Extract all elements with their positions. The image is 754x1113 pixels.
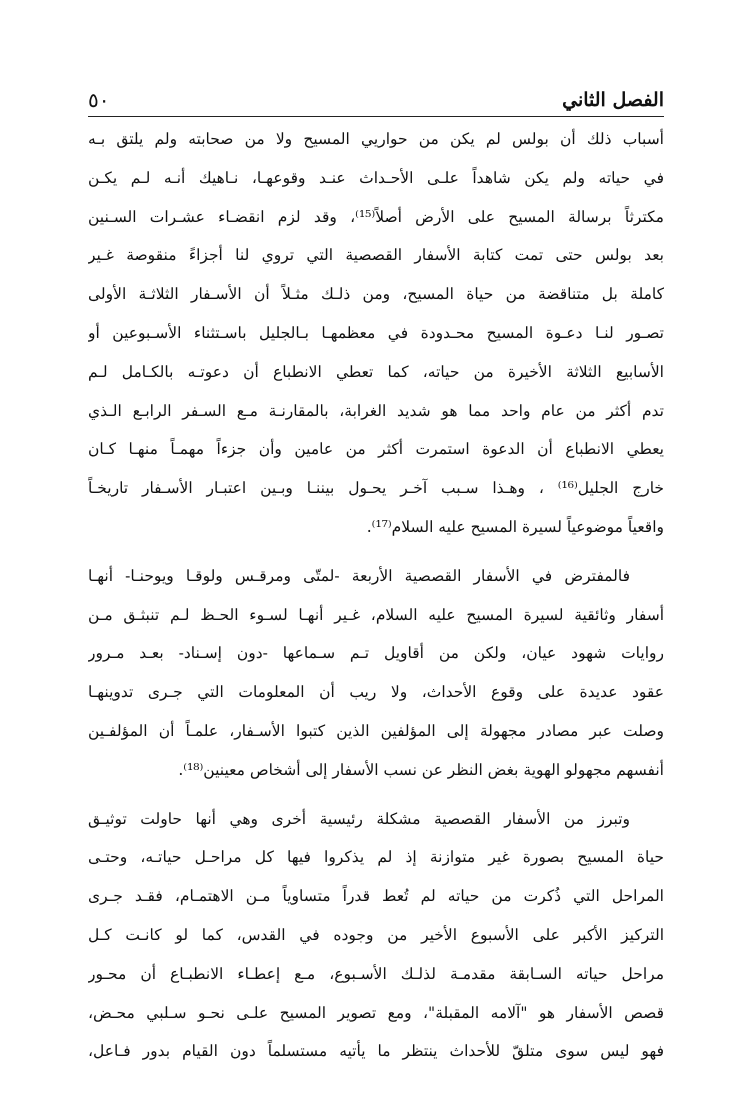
paragraph-3 xyxy=(88,800,664,1072)
text-line: تصـور لنـا دعـوة المسيح محـدودة في معظمهـا بـالجليل باسـتثناء الأسـبوعين أو xyxy=(88,323,664,342)
text-line: أنفسهم مجهولو الهوية بغض النظر عن نسب الأسفار إلى أشخاص معينين⁽¹⁸⁾. xyxy=(178,760,664,779)
text-line: فالمفترض في الأسفار القصصية الأربعة -لمتّى ومرقـس ولوقـا ويوحنـا- أنهـا xyxy=(88,566,630,585)
text-line: الأسابيع الثلاثة الأخيرة من حياته، كما تعطي الانطباع أن دعوتـه بالكـامل لـم xyxy=(88,362,664,381)
header-rule xyxy=(88,116,664,117)
text-line: المراحل التي ذُكرت من حياته لم تُعط قدراً متساوياً مـن الاهتمـام، فقـد جـرى xyxy=(88,887,664,906)
text-line: التركيز الأكبر على الأسبوع الأخير من وجوده في القدس، كما لو كانـت كـل xyxy=(88,925,664,944)
text-line: فهو ليس سوى متلقّ للأحداث ينتظر ما يأتيه مستسلماً دون القيام بدور فـاعل، xyxy=(88,1042,664,1061)
text-line: عقود عديدة على وقوع الأحداث، ولا ريب أن المعلومات التي جـرى تدوينهـا xyxy=(88,683,664,702)
text-line: مكترثاً برسالة المسيح على الأرض أصلاً⁽¹⁵⁾، وقد لزم انقضـاء عشـرات السـنين xyxy=(88,207,664,226)
chapter-title: الفصل الثاني xyxy=(562,89,664,111)
text-line: واقعياً موضوعياً لسيرة المسيح عليه السلام⁽¹⁷⁾. xyxy=(366,517,664,536)
text-line: حياة المسيح بصورة غير متوازنة إذ لم يذكروا فيها كل مراحـل حياتـه، وحتـى xyxy=(88,848,664,867)
paragraph-1 xyxy=(88,120,664,547)
page-number: ٥٠ xyxy=(88,88,110,112)
body-text xyxy=(88,120,664,1071)
text-line: قصص الأسفار هو "آلامه المقبلة"، ومع تصوير المسيح علـى نحـو سـلبي محـض، xyxy=(88,1003,664,1022)
text-line: وصلت عبر مصادر مجهولة إلى المؤلفين الذين كتبوا الأسـفار، علمـاً أن المؤلفـين xyxy=(88,721,664,740)
text-line: خارج الجليل⁽¹⁶⁾ ، وهـذا سـبب آخـر يحـول بيننـا وبـين اعتبـار الأسـفار تاريخـاً xyxy=(88,479,664,498)
text-line: أسفار وثائقية لسيرة المسيح عليه السلام، غـير أنهـا لسـوء الحـظ لـم تنبثـق مـن xyxy=(88,605,664,624)
text-line: في حياته ولم يكن شاهداً علـى الأحـداث عنـد وقوعهـا، نـاهيك أنـه لـم يكـن xyxy=(88,168,664,187)
text-line: روايات شهود عيان، ولكن من أقاويل تـم سـماعها -دون إسـناد- بعـد مـرور xyxy=(88,644,664,663)
text-line: بعد بولس حتى تمت كتابة الأسفار القصصية التي تروي لنا أجزاءً منقوصة غـير xyxy=(88,246,664,265)
text-line: تدم أكثر من عام واحد مما هو شديد الغرابة، بالمقارنـة مـع السـفر الرابـع الـذي xyxy=(88,401,664,420)
text-line: أسباب ذلك أن بولس لم يكن من حواريي المسيح ولا من صحابته ولم يلتق بـه xyxy=(88,130,664,148)
text-line: مراحل حياته السـابقة مقدمـة لذلـك الأسـبوع، مـع إعطـاء الانطبـاع أن محـور xyxy=(88,964,664,983)
text-line: يعطي الانطباع أن الدعوة استمرت أكثر من عامين وأن جزءاً مهمـاً منهـا كـان xyxy=(88,440,664,459)
paragraph-2 xyxy=(88,557,664,790)
text-line: كاملة بل متناقضة من حياة المسيح، ومن ذلـك مثـلاً أن الأسـفار الثلاثـة الأولى xyxy=(88,285,664,304)
text-line: وتبرز من الأسفار القصصية مشكلة رئيسية أخرى وهي أنها حاولت توثيـق xyxy=(88,809,630,828)
running-head xyxy=(88,80,664,116)
